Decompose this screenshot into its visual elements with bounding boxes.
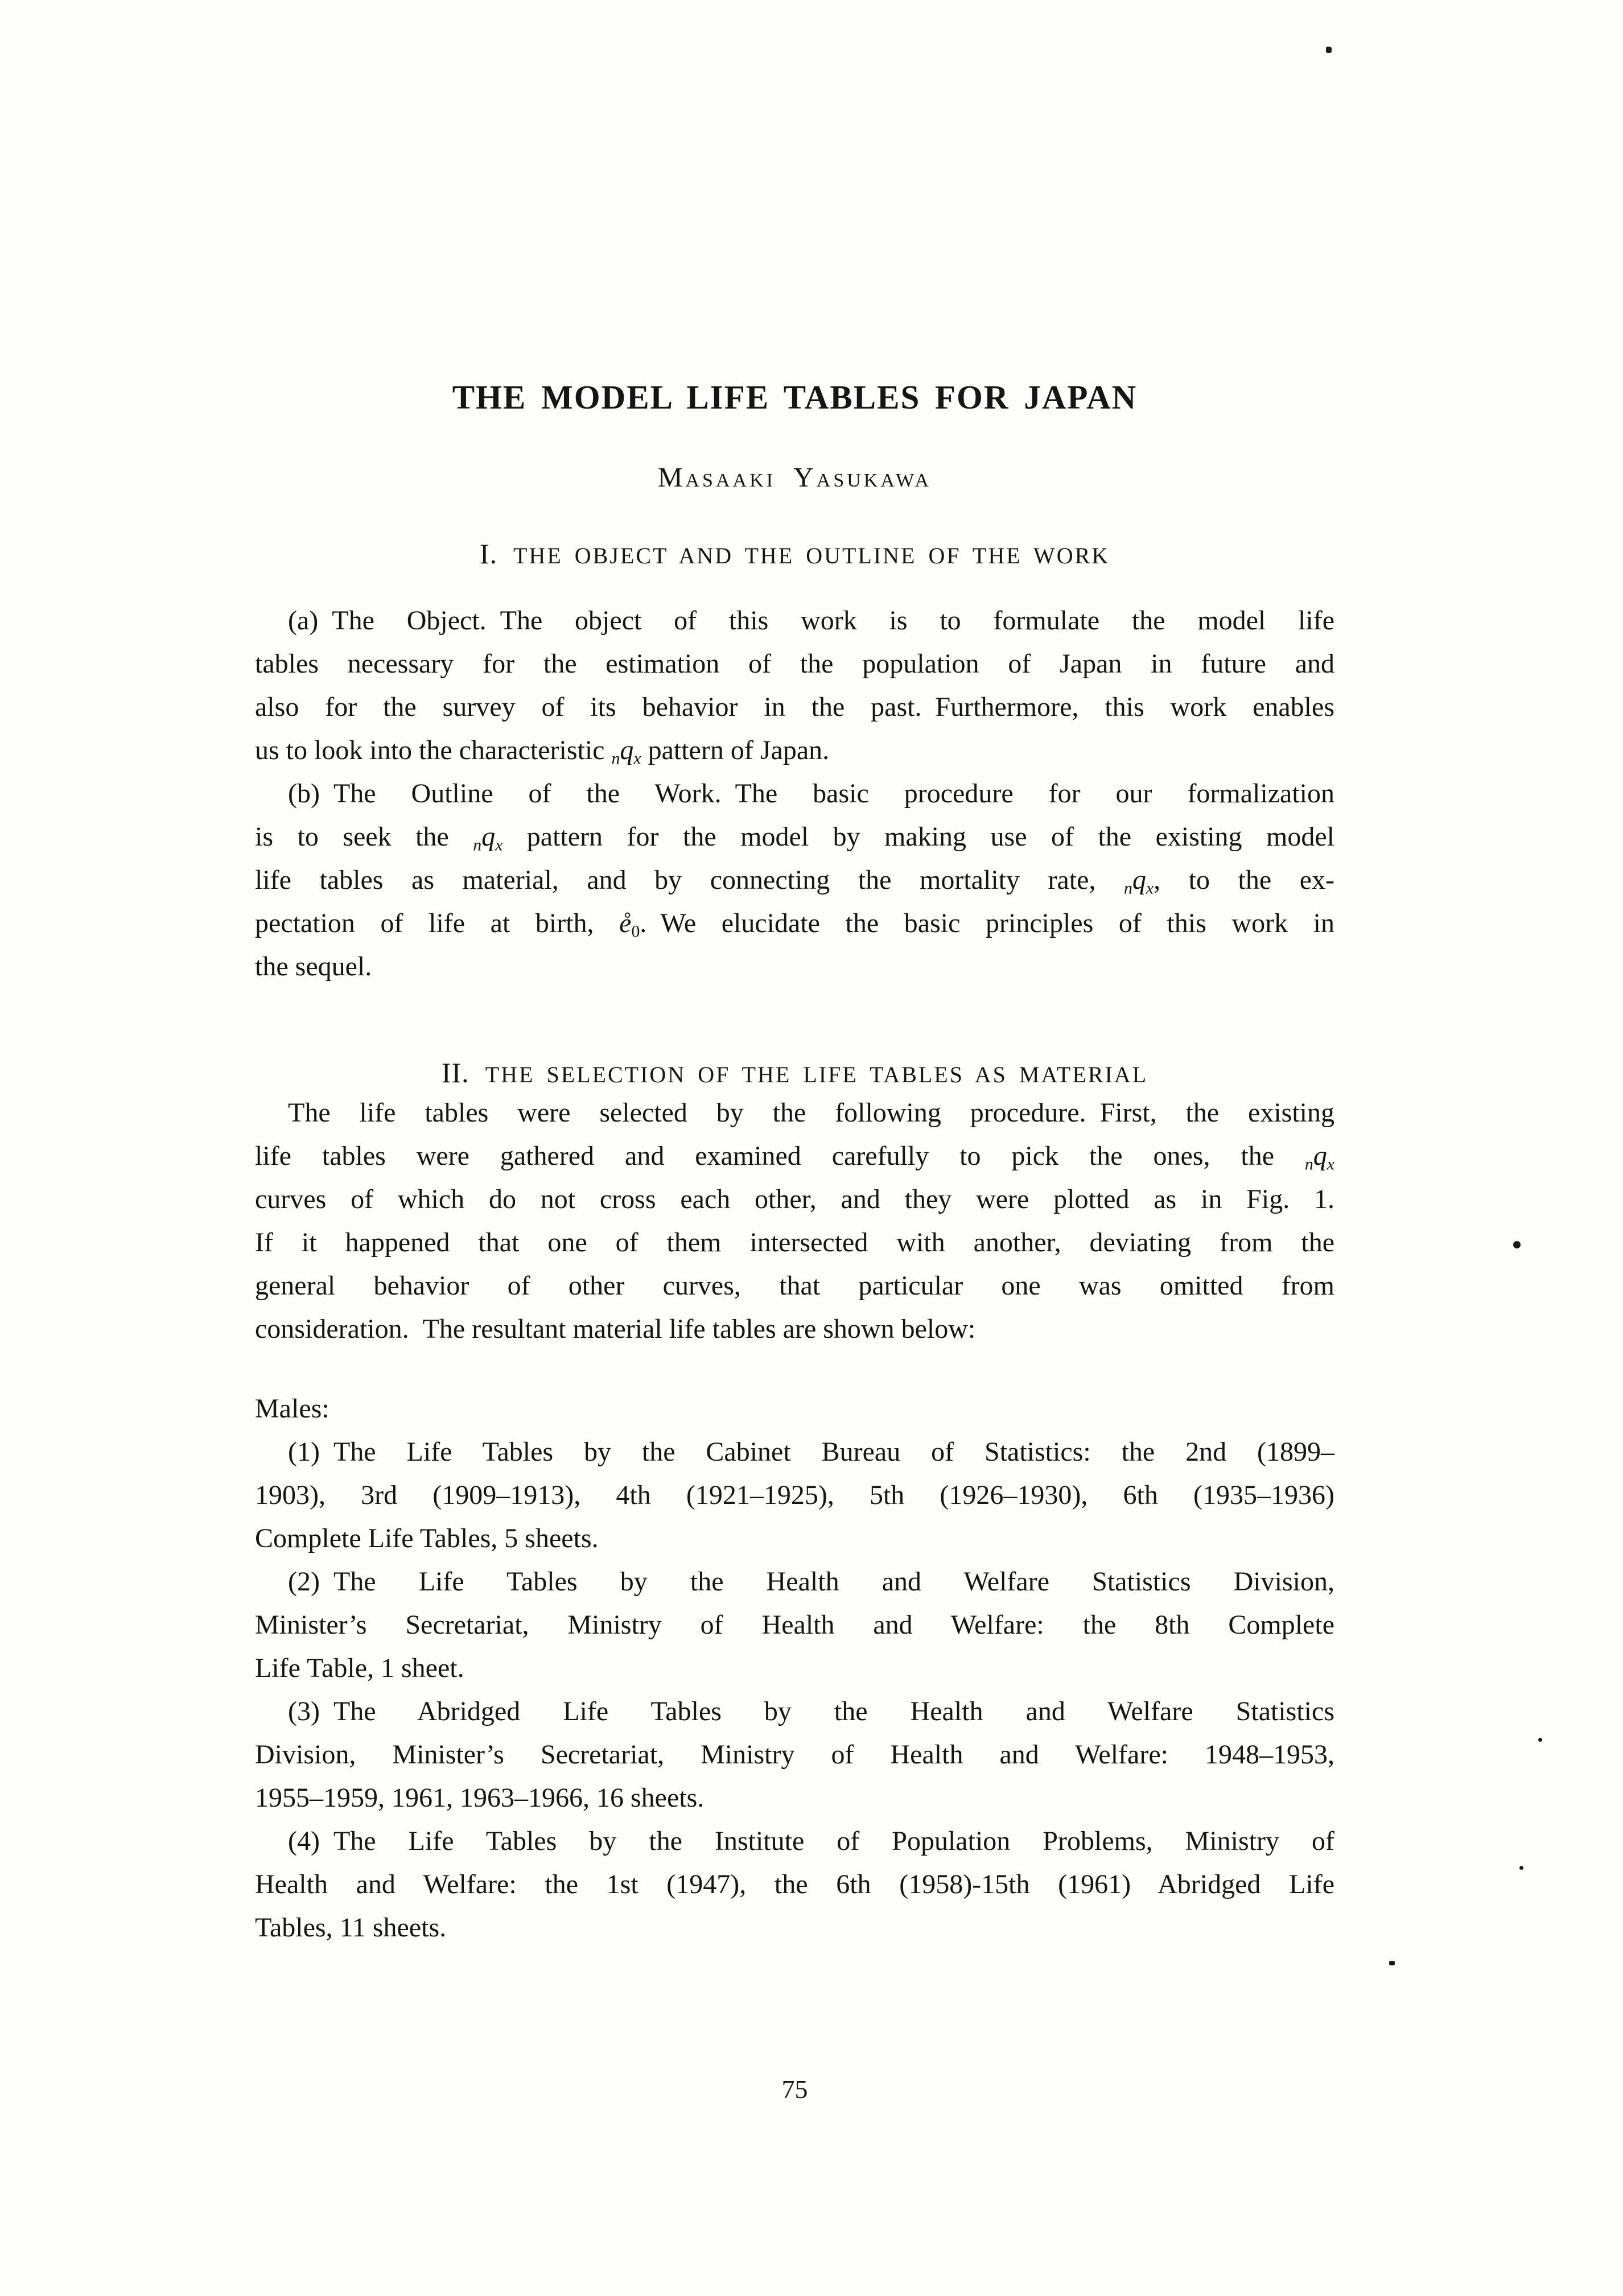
text-line: the sequel. bbox=[255, 951, 372, 982]
text-line: Health and Welfare: the 1st (1947), the 6th (1958)-15th (1961) Abridged Life bbox=[255, 1869, 1334, 1899]
nqx-symbol: $_nq_x$ bbox=[473, 822, 503, 855]
text-line: Complete Life Tables, 5 sheets. bbox=[255, 1523, 599, 1553]
text-line: curves of which do not cross each other, and they were plotted as in Fig. 1. bbox=[255, 1184, 1334, 1214]
paper-author: Masaaki Yasukawa bbox=[657, 461, 932, 493]
paragraph-outline bbox=[255, 772, 1334, 988]
list-item-3 bbox=[255, 1690, 1334, 1820]
text-line: 1903), 3rd (1909–1913), 4th (1921–1925), 5th (1926–1930), 6th (1935–1936) bbox=[255, 1480, 1334, 1510]
section-2-numeral: II. bbox=[441, 1057, 469, 1089]
text-line: Tables, 11 sheets. bbox=[255, 1912, 447, 1943]
section-1-title: THE OBJECT AND THE OUTLINE OF THE WORK bbox=[513, 543, 1110, 568]
text-line: general behavior of other curves, that particular one was omitted from bbox=[255, 1271, 1334, 1301]
paragraph-object bbox=[255, 599, 1334, 772]
page-number: 75 bbox=[781, 2075, 808, 2104]
paper-title: THE MODEL LIFE TABLES FOR JAPAN bbox=[452, 378, 1138, 416]
scan-speck bbox=[1326, 47, 1332, 53]
section-1-heading bbox=[255, 537, 1334, 570]
scan-speck bbox=[1519, 1866, 1523, 1870]
section-2-title: THE SELECTION OF THE LIFE TABLES AS MATERIAL bbox=[485, 1062, 1148, 1087]
text-line: (2) The Life Tables by the Health and Welfare Statistics Division, bbox=[288, 1567, 1334, 1597]
text-line: is to seek the $_nq_x$ pattern for the model by making use of the existing model bbox=[255, 822, 1335, 855]
list-item-2 bbox=[255, 1560, 1334, 1690]
text-line: us to look into the characteristic $_nq_x$ pattern of Japan. bbox=[255, 735, 830, 768]
section-2-heading bbox=[255, 1056, 1334, 1089]
nqx-symbol: $_nq_x$ bbox=[611, 735, 641, 768]
text-line: consideration. The resultant material life tables are shown below: bbox=[255, 1314, 976, 1344]
list-label-males: Males: bbox=[255, 1394, 329, 1424]
text-line: (a) The Object. The object of this work is to formulate the model life bbox=[288, 605, 1334, 636]
text-line: pectation of life at birth, $e̊_0$. We elucidate the basic principles of this work in bbox=[255, 908, 1335, 941]
text-line: (3) The Abridged Life Tables by the Health and Welfare Statistics bbox=[288, 1696, 1334, 1726]
text-line: Division, Minister’s Secretariat, Ministry of Health and Welfare: 1948–1953, bbox=[255, 1739, 1334, 1770]
list-item-4 bbox=[255, 1820, 1334, 1949]
nqx-symbol: $_nq_x$ bbox=[1304, 1141, 1334, 1174]
section-1-numeral: I. bbox=[479, 538, 498, 570]
text-line: Minister’s Secretariat, Ministry of Health and Welfare: the 8th Complete bbox=[255, 1610, 1334, 1640]
scan-speck bbox=[1513, 1241, 1521, 1248]
text-line: Life Table, 1 sheet. bbox=[255, 1653, 464, 1683]
paragraph-selection bbox=[255, 1091, 1334, 1351]
scan-speck bbox=[1538, 1738, 1542, 1742]
text-line: also for the survey of its behavior in the past. Furthermore, this work enables bbox=[255, 692, 1334, 722]
list-item-1 bbox=[255, 1431, 1334, 1560]
text-line: The life tables were selected by the following procedure. First, the existing bbox=[288, 1098, 1334, 1128]
text-line: life tables were gathered and examined carefully to pick the ones, the $_nq_x$ bbox=[255, 1141, 1334, 1174]
text-line: 1955–1959, 1961, 1963–1966, 16 sheets. bbox=[255, 1783, 705, 1813]
nqx-symbol: $_nq_x$ bbox=[1124, 865, 1154, 898]
text-line: (1) The Life Tables by the Cabinet Bureau of Statistics: the 2nd (1899– bbox=[288, 1437, 1334, 1467]
scan-speck bbox=[1389, 1961, 1395, 1965]
e0-symbol: $e̊_0$ bbox=[619, 908, 640, 941]
text-line: (b) The Outline of the Work. The basic procedure for our formalization bbox=[288, 778, 1334, 809]
text-line: (4) The Life Tables by the Institute of Population Problems, Ministry of bbox=[288, 1826, 1334, 1856]
text-line: tables necessary for the estimation of the population of Japan in future and bbox=[255, 649, 1334, 679]
text-line: life tables as material, and by connecting the mortality rate, $_nq_x$, to the ex- bbox=[255, 865, 1335, 898]
text-line: If it happened that one of them intersected with another, deviating from the bbox=[255, 1227, 1334, 1258]
